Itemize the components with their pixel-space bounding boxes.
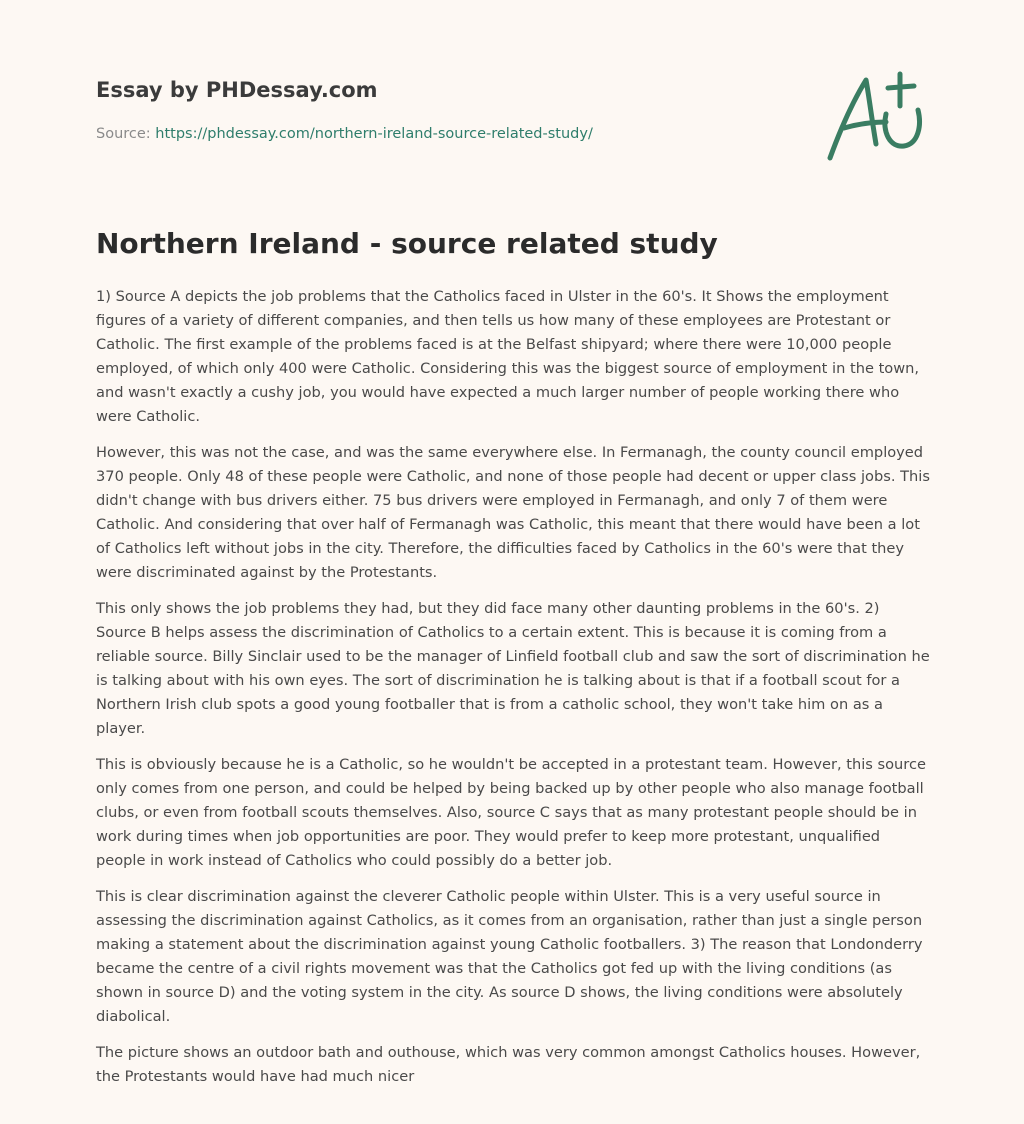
essay-paragraph: This is clear discrimination against the cleverer Catholic people within Ulster. This is a very useful source in assessing the discrimination against Catholics, as it comes from an organisation, rather than just a single person making a statement about the discrimination against young Catholic footballers. 3) The reason that Londonderry became the centre of a civil rights movement was that the Catholics got fed up with the living conditions (as shown in source D) and the voting system in the city. As source D shows, the living conditions were absolutely diabolical.	[96, 888, 923, 1025]
source-link[interactable]: https://phdessay.com/northern-ireland-source-related-study/	[155, 126, 593, 142]
essay-paragraph: 1) Source A depicts the job problems that the Catholics faced in Ulster in the 60's. It Shows the employment figures of a variety of different companies, and then tells us how many of these employees are Protestant or Catholic. The first example of the problems faced is at the Belfast shipyard; where there were 10,000 people employed, of which only 400 were Catholic. Considering this was the biggest source of employment in the town, and wasn't exactly a cushy job, you would have expected a much larger number of people working there who were Catholic.	[96, 288, 920, 425]
essay-paragraph: This is obviously because he is a Catholic, so he wouldn't be accepted in a protestant team. However, this source only comes from one person, and could be helped by being backed up by other people who also manage football clubs, or even from football scouts themselves. Also, source C says that as many protestant people should be in work during times when job opportunities are poor. They would prefer to keep more protestant, unqualified people in work instead of Catholics who could possibly do a better job.	[96, 756, 926, 869]
essay-body	[96, 285, 932, 1101]
essay-paragraph: This only shows the job problems they had, but they did face many other daunting problems in the 60's. 2) Source B helps assess the discrimination of Catholics to a certain extent. This is because it is coming from a reliable source. Billy Sinclair used to be the manager of Linfield football club and saw the sort of discrimination he is talking about with his own eyes. The sort of discrimination he is talking about is that if a football scout for a Northern Irish club spots a good young footballer that is from a catholic school, they won't take him on as a player.	[96, 600, 930, 737]
essay-paragraph: The picture shows an outdoor bath and outhouse, which was very common amongst Catholics houses. However, the Protestants would have had much nicer	[96, 1044, 921, 1085]
source-label: Source:	[96, 126, 156, 142]
site-brand: Essay by PHDessay.com	[96, 78, 378, 102]
essay-header	[96, 76, 796, 144]
essay-title: Northern Ireland - source related study	[96, 227, 718, 260]
essay-paragraph: However, this was not the case, and was the same everywhere else. In Fermanagh, the county council employed 370 people. Only 48 of these people were Catholic, and none of those people had decent or upper class jobs. This didn't change with bus drivers either. 75 bus drivers were employed in Fermanagh, and only 7 of them were Catholic. And considering that over half of Fermanagh was Catholic, this meant that there would have been a lot of Catholics left without jobs in the city. Therefore, the difficulties faced by Catholics in the 60's were that they were discriminated against by the Protestants.	[96, 444, 930, 581]
source-line	[96, 124, 796, 144]
a-plus-logo-icon	[820, 66, 930, 166]
